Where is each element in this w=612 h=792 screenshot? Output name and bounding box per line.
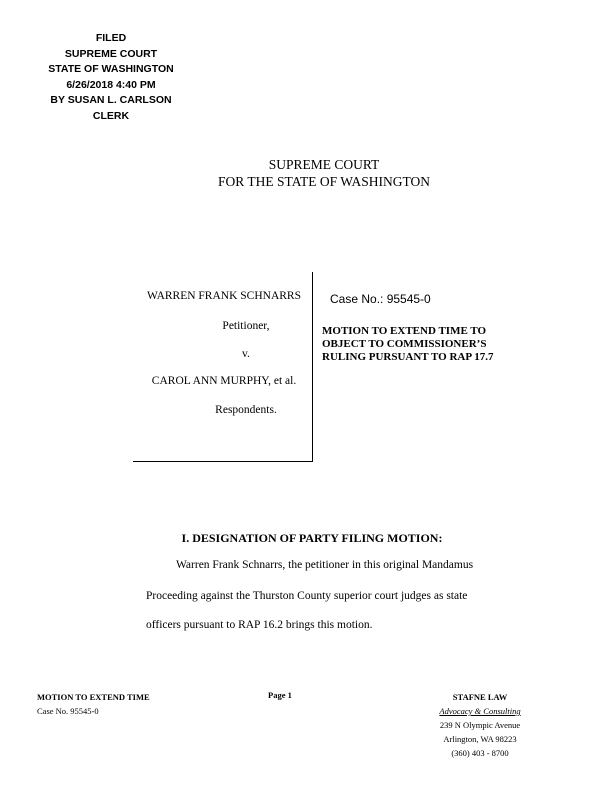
stamp-line-clerk: CLERK	[92, 109, 130, 122]
body-paragraph-line3: officers pursuant to RAP 16.2 brings this motion.	[146, 619, 373, 631]
petitioner-name: WARREN FRANK SCHNARRS	[146, 290, 301, 302]
footer-case-no: Case No. 95545-0	[37, 706, 99, 716]
respondent-role: Respondents.	[215, 404, 277, 416]
filing-stamp	[30, 31, 192, 124]
body-paragraph-line2: Proceeding against the Thurston County superior court judges as state	[146, 590, 468, 602]
caption-horizontal-rule	[133, 461, 313, 462]
court-heading	[0, 156, 612, 190]
respondent-name: CAROL ANN MURPHY, et al.	[151, 375, 297, 387]
motion-title-line1: MOTION TO EXTEND TIME TO	[322, 325, 487, 337]
footer-firm-tagline: Advocacy & Consulting	[439, 706, 521, 716]
court-heading-line2: FOR THE STATE OF WASHINGTON	[218, 174, 430, 189]
footer-address-line1: 239 N Olympic Avenue	[439, 720, 521, 730]
stamp-line-state: STATE OF WASHINGTON	[48, 63, 174, 75]
body-paragraph-line1: Warren Frank Schnarrs, the petitioner in this original Mandamus	[176, 559, 474, 571]
court-heading-line1: SUPREME COURT	[268, 157, 380, 172]
motion-title-line2: OBJECT TO COMMISSIONER’S	[322, 338, 487, 350]
petitioner-role: Petitioner,	[222, 320, 270, 332]
footer-firm-name: STAFNE LAW	[452, 692, 508, 702]
motion-title-line3: RULING PURSUANT TO RAP 17.7	[322, 351, 494, 363]
versus-label: v.	[242, 348, 250, 360]
footer-doc-title: MOTION TO EXTEND TIME	[37, 692, 150, 702]
footer-left	[37, 690, 150, 718]
footer-firm-block	[418, 690, 542, 760]
caption-vertical-rule	[312, 272, 313, 462]
stamp-line-filed: FILED	[95, 32, 127, 44]
stamp-line-datetime: 6/26/2018 4:40 PM	[66, 78, 156, 91]
footer-phone: (360) 403 - 8700	[451, 748, 509, 758]
stamp-line-clerk-name: BY SUSAN L. CARLSON	[50, 94, 172, 106]
motion-title	[322, 325, 493, 364]
footer-page-number: Page 1	[268, 690, 292, 700]
footer-address-line2: Arlington, WA 98223	[443, 734, 517, 744]
case-number: Case No.: 95545-0	[330, 292, 431, 306]
stamp-line-court: SUPREME COURT	[64, 47, 158, 60]
section-heading: I. DESIGNATION OF PARTY FILING MOTION:	[181, 531, 443, 545]
